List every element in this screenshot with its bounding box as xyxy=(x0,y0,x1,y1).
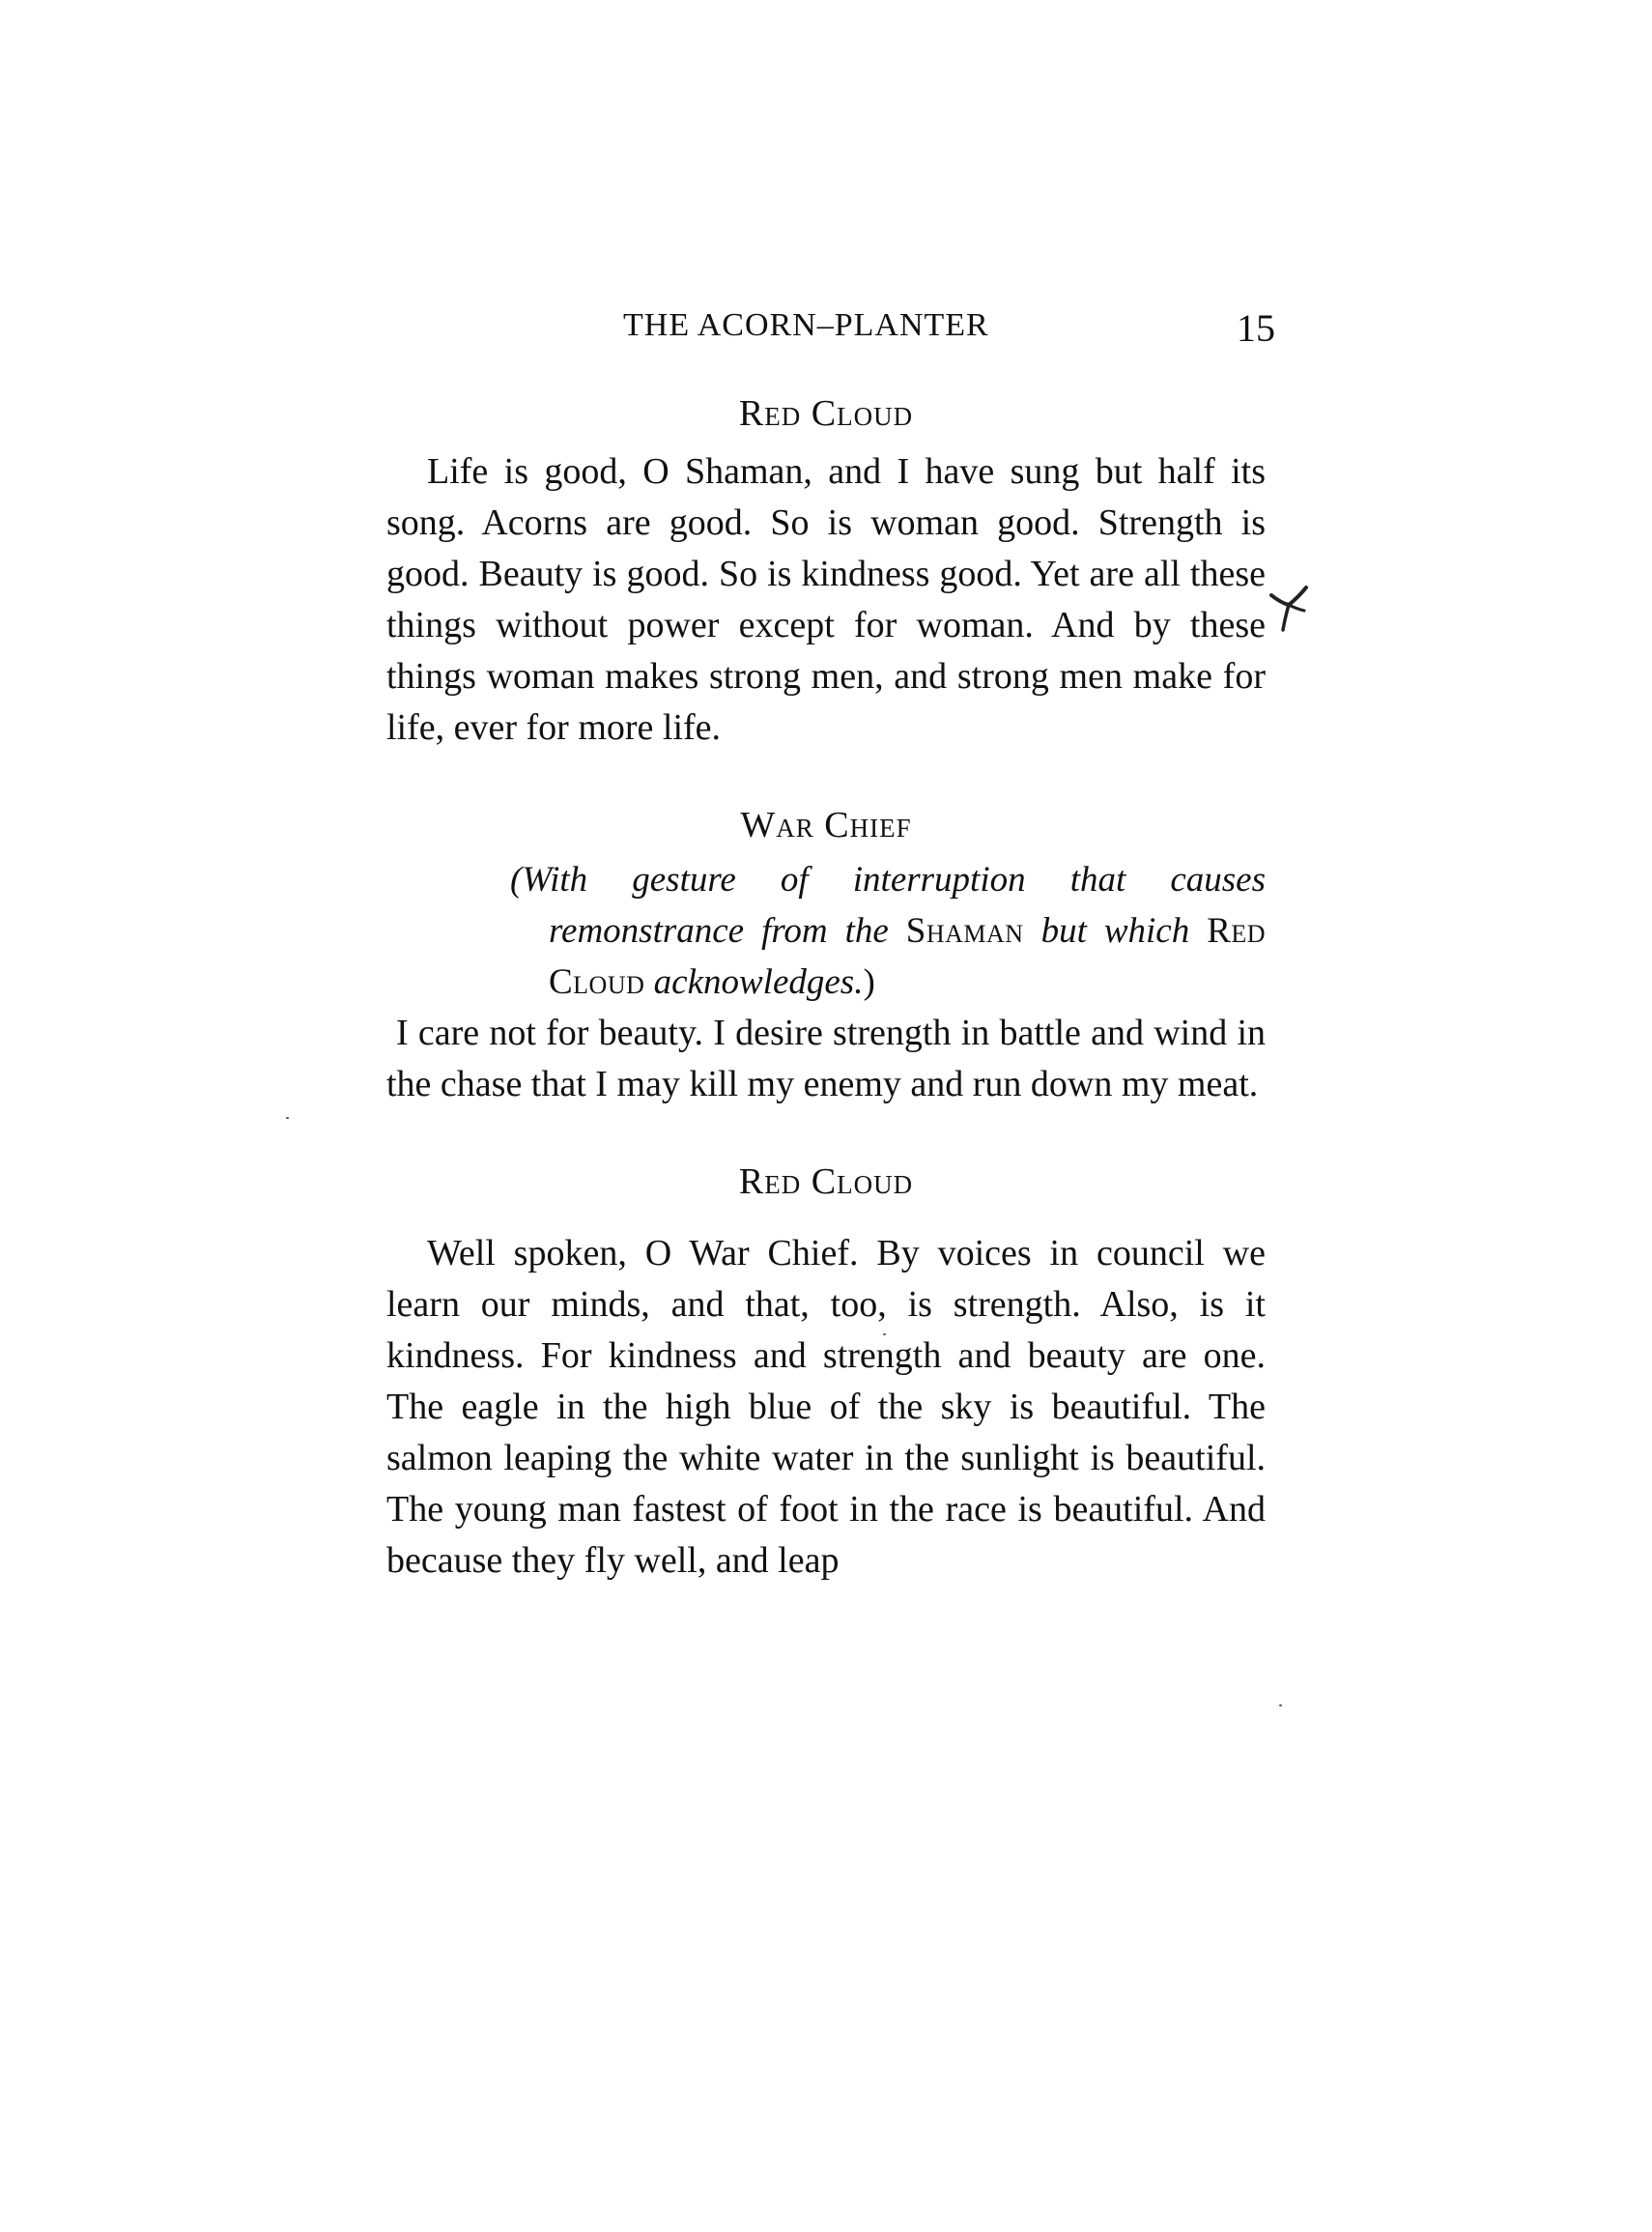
handwritten-margin-mark xyxy=(1267,576,1314,634)
speaker-heading-war-chief: War Chief xyxy=(740,805,912,845)
stage-name-shaman: Shaman xyxy=(905,911,1024,951)
speech-red-cloud-1: Life is good, O Shaman, and I have sung but half its song. Acorns are good. So is woman good. Strength is good. Beauty is good. So is kindness good. Yet are all these things without power except for woman. And by these things woman makes strong men, and strong men make for life, ever for more life. xyxy=(386,451,1266,748)
page-number: 15 xyxy=(1237,306,1275,350)
scan-speck xyxy=(883,1333,886,1335)
speaker-heading-red-cloud: Red Cloud xyxy=(738,393,914,434)
stage-text-2: but which xyxy=(1040,911,1190,951)
stage-direction xyxy=(510,854,1266,1008)
stage-name-red-cloud: Red Cloud xyxy=(549,911,1267,1002)
speaker-heading-red-cloud-2: Red Cloud xyxy=(738,1161,914,1202)
running-head xyxy=(386,307,1275,356)
text-block xyxy=(386,388,1266,1587)
speech-red-cloud-2: Well spoken, O War Chief. By voices in council we learn our minds, and that, too, is strength. Also, is it kindness. For kindness and strength and beauty are one. The eagle in the high blue of the sky is beautiful. The salmon leaping the white water in the sunlight is beautiful. The young man fastest of foot in the race is beautiful. And because they fly well, and leap xyxy=(386,1233,1266,1581)
stage-close-paren: ) xyxy=(863,962,875,1002)
stage-text-3: acknowledges. xyxy=(653,962,864,1002)
stage-open-paren: ( xyxy=(510,860,523,900)
speech-war-chief: I care not for beauty. I desire strength in battle and wind in the chase that I may kill my enemy and run down my meat. xyxy=(386,1013,1266,1104)
stage-text-1: With gesture of interruption that causes remonstrance from the xyxy=(522,860,1266,951)
scan-speck xyxy=(286,1117,289,1119)
running-title: THE ACORN–PLANTER xyxy=(623,307,989,343)
scan-speck xyxy=(1279,1704,1282,1706)
